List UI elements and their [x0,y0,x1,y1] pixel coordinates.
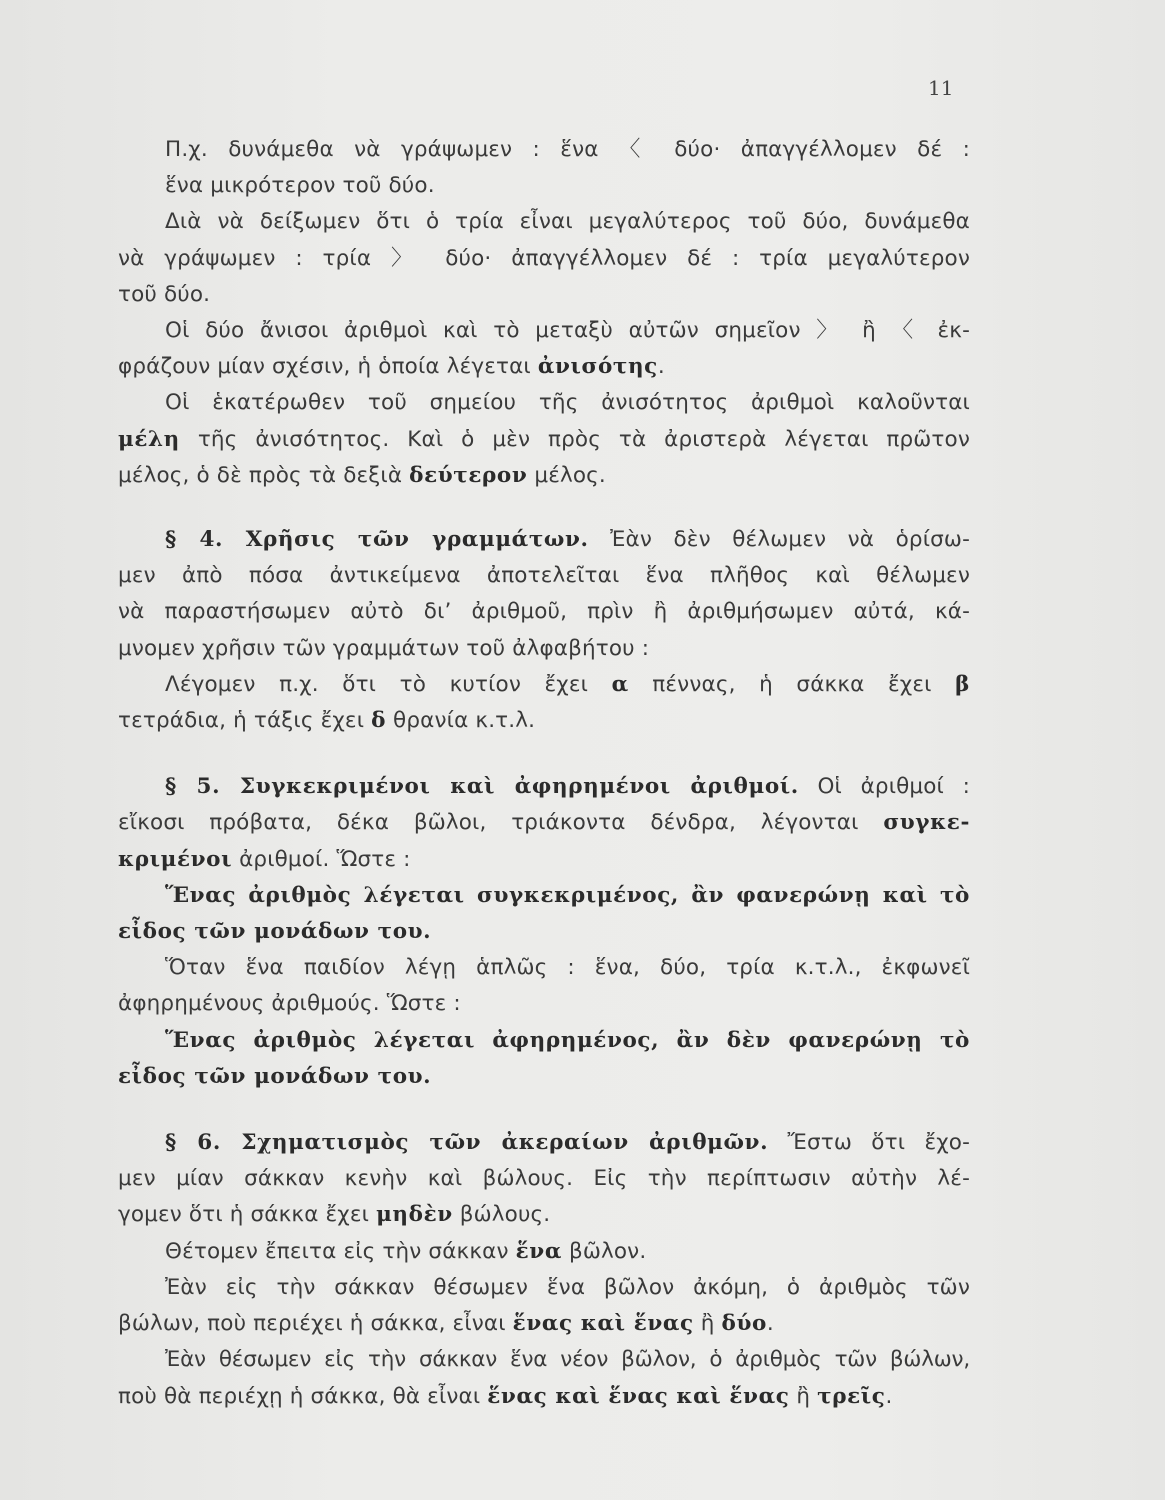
bold-term: ἕνας καὶ ἕνας [512,1311,694,1337]
text-line: γομεν ὅτι ἡ σάκκα ἔχει μηδὲν βώλους. [118,1202,551,1228]
paragraph-members [118,385,970,494]
section-heading: § 5. Συγκεκριμένοι καὶ ἀφηρημένοι ἀριθμοί. [165,774,799,800]
text-line: Θέτομεν ἔπειτα εἰς τὴν σάκκαν ἕνα βῶλον. [165,1238,647,1264]
text-line: Ἐὰν εἰς τὴν σάκκαν θέσωμεν ἕνα βῶλον ἀκόμη, ὁ ἀριθμὸς τῶν [165,1274,970,1300]
paragraph-letters-example [118,667,970,739]
text-line: Οἱ δύο ἄνισοι ἀριθμοὶ καὶ τὸ μεταξὺ αὐτῶν σημεῖον 〉 ἢ 〈 ἐκ- [165,318,970,344]
text-line: τετράδια, ἡ τάξις ἔχει δ θρανία κ.τ.λ. [118,708,536,734]
paragraph-inequality [118,313,970,385]
bold-term: δύο [721,1311,767,1337]
text-line: Π.χ. δυνάμεθα νὰ γράψωμεν : ἕνα 〈 δύο· ἀπαγγέλλομεν δέ : [165,137,970,162]
text-line: βώλων, ποὺ περιέχει ἡ σάκκα, εἶναι ἕνας καὶ ἕνας ἢ δύο. [118,1311,774,1337]
page-body [118,132,970,1415]
section-heading: § 4. Χρῆσις τῶν γραμμάτων. [165,527,589,553]
bold-term: δεύτερον [409,462,528,488]
text-line: νὰ παραστήσωμεν αὐτὸ δι’ ἀριθμοῦ, πρὶν ἢ ἀριθμήσωμεν αὐτά, κά- [118,599,970,625]
text-line: ἕνα μικρότερον τοῦ δύο. [165,173,435,199]
paragraph-example-less [118,132,970,204]
paragraph-three [118,1342,970,1414]
paragraph-example-greater [118,204,970,313]
bold-term: μηδὲν [376,1202,453,1228]
rule-line: Ἕνας ἀριθμὸς λέγεται συγκεκριμένος, ἂν φανερώνῃ καὶ τὸ [165,882,970,908]
bold-term: ἀνισότης [537,354,658,380]
text-line: μεν μίαν σάκκαν κενὴν καὶ βώλους. Εἰς τὴν περίπτωσιν αὐτὴν λέ- [118,1166,970,1192]
section-5 [118,769,970,878]
rule-abstract [118,1023,970,1095]
text-line: § 4. Χρῆσις τῶν γραμμάτων. Ἐὰν δὲν θέλωμεν νὰ ὁρίσω- [165,527,970,553]
text-line: τοῦ δύο. [118,281,211,307]
bold-term: μέλη [118,426,180,452]
rule-concrete [118,878,970,950]
paragraph-abstract [118,950,970,1022]
text-line: μέλη τῆς ἀνισότητος. Καὶ ὁ μὲν πρὸς τὰ ἀριστερὰ λέγεται πρῶτον [118,426,970,452]
text-line: § 5. Συγκεκριμένοι καὶ ἀφηρημένοι ἀριθμοί. Οἱ ἀριθμοί : [165,774,970,800]
text-line: εἴκοσι πρόβατα, δέκα βῶλοι, τριάκοντα δένδρα, λέγονται συγκε- [118,810,970,836]
text-line: Οἱ ἑκατέρωθεν τοῦ σημείου τῆς ἀνισότητος ἀριθμοὶ καλοῦνται [165,390,970,416]
bold-letter: α [611,671,629,697]
text-line: κριμένοι ἀριθμοί. Ὥστε : [118,846,411,872]
rule-line: Ἕνας ἀριθμὸς λέγεται ἀφηρημένος, ἂν δὲν φανερώνῃ τὸ [165,1027,970,1053]
text-line: Διὰ νὰ δείξωμεν ὅτι ὁ τρία εἶναι μεγαλύτερος τοῦ δύο, δυνάμεθα [165,209,970,235]
page-number: 11 [928,76,954,100]
bold-letter: δ [371,708,387,734]
section-heading: § 6. Σχηματισμὸς τῶν ἀκεραίων ἀριθμῶν. [165,1130,769,1156]
bold-term: κριμένοι [118,846,233,872]
bold-term: ἕνας καὶ ἕνας καὶ ἕνας [487,1383,790,1409]
section-4 [118,522,970,667]
rule-line: εἶδος τῶν μονάδων του. [118,1063,432,1089]
text-line: φράζουν μίαν σχέσιν, ἡ ὁποία λέγεται ἀνισότης. [118,354,665,380]
paragraph-one [118,1234,970,1270]
bold-term: τρεῖς [817,1383,886,1409]
text-line: Λέγομεν π.χ. ὅτι τὸ κυτίον ἔχει α πέννας, ἡ σάκκα ἔχει β [165,671,970,697]
text-line: νὰ γράψωμεν : τρία 〉 δύο· ἀπαγγέλλομεν δέ : τρία μεγαλύτερον [118,245,970,271]
paragraph-two [118,1270,970,1342]
section-6 [118,1125,970,1234]
text-line: ἀφηρημένους ἀριθμούς. Ὥστε : [118,991,461,1017]
rule-line: εἶδος τῶν μονάδων του. [118,919,432,945]
bold-letter: β [955,671,970,697]
text-line: μέλος, ὁ δὲ πρὸς τὰ δεξιὰ δεύτερον μέλος. [118,462,606,488]
text-line: ποὺ θὰ περιέχῃ ἡ σάκκα, θὰ εἶναι ἕνας καὶ ἕνας καὶ ἕνας ἢ τρεῖς. [118,1383,893,1409]
text-line: § 6. Σχηματισμὸς τῶν ἀκεραίων ἀριθμῶν. Ἔστω ὅτι ἔχο- [165,1130,970,1156]
text-line: μνομεν χρῆσιν τῶν γραμμάτων τοῦ ἀλφαβήτου : [118,635,650,661]
text-line: μεν ἀπὸ πόσα ἀντικείμενα ἀποτελεῖται ἕνα πλῆθος καὶ θέλωμεν [118,563,970,589]
bold-term: συγκε- [883,810,970,836]
bold-term: ἕνα [515,1238,562,1264]
text-line: Ἐὰν θέσωμεν εἰς τὴν σάκκαν ἕνα νέον βῶλον, ὁ ἀριθμὸς τῶν βώλων, [165,1347,970,1373]
text-line: Ὅταν ἕνα παιδίον λέγῃ ἁπλῶς : ἕνα, δύο, τρία κ.τ.λ., ἐκφωνεῖ [165,955,970,981]
